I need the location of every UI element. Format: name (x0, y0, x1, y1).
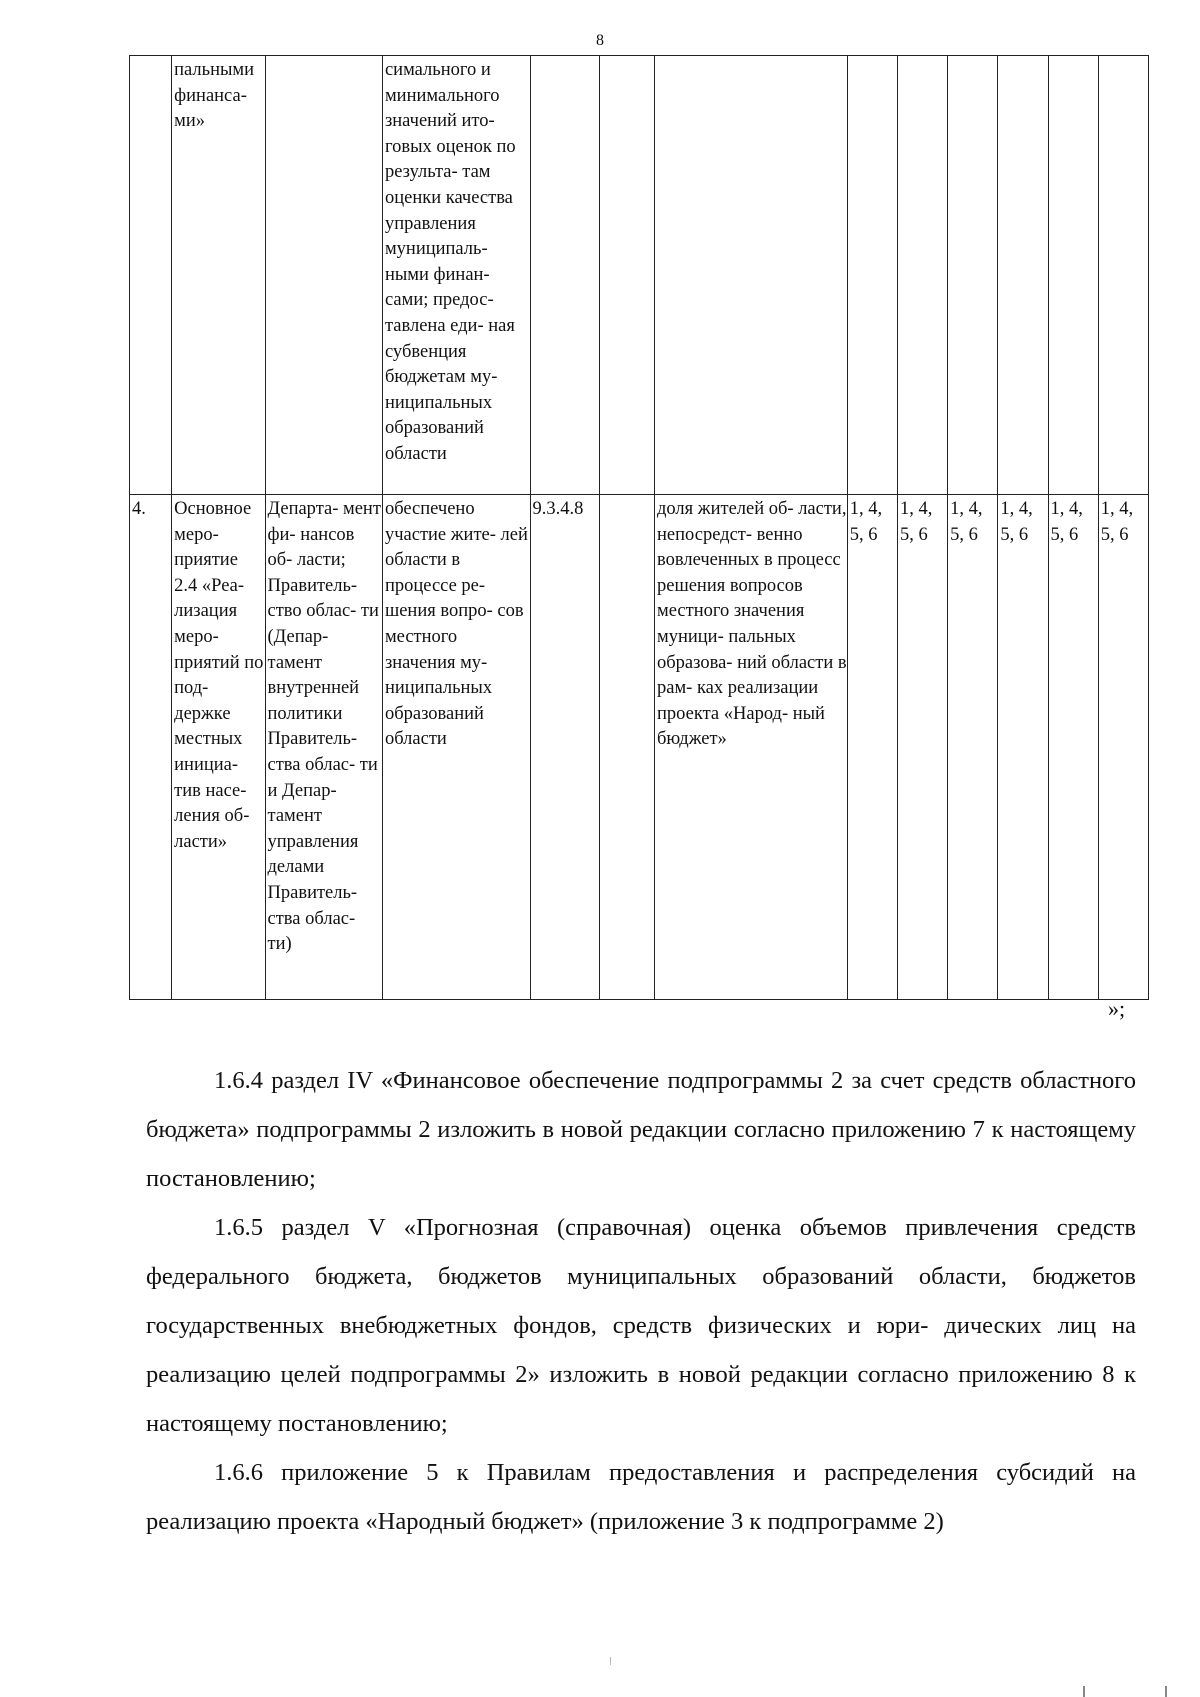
cell-responsible (265, 56, 382, 495)
cell-value (1098, 56, 1148, 495)
cell-name: пальными финанса- ми» (172, 56, 265, 495)
cell-value (948, 56, 998, 495)
paragraph-1-6-6 (146, 1448, 1136, 1546)
measures-table (129, 55, 1149, 1000)
cell-indicator (655, 56, 848, 495)
cell-value: 1, 4, 5, 6 (998, 495, 1048, 1000)
cell-value: 1, 4, 5, 6 (948, 495, 998, 1000)
cell-value (897, 56, 947, 495)
page-number: 8 (596, 32, 604, 49)
cell-blank (599, 56, 654, 495)
cell-value: 1, 4, 5, 6 (1098, 495, 1148, 1000)
cell-value: 1, 4, 5, 6 (847, 495, 897, 1000)
cell-value: 1, 4, 5, 6 (897, 495, 947, 1000)
scan-artifact (610, 1657, 611, 1665)
paragraph-1-6-5 (146, 1203, 1136, 1448)
cell-name: Основное меро- приятие 2.4 «Реа- лизация меро- приятий по под- держке местных инициа- тив насе- ления об- ласти» (172, 495, 265, 1000)
scan-artifact-edge (1083, 1686, 1167, 1697)
table-row-continuation (130, 56, 1149, 495)
paragraph-text: 1.6.6 приложение 5 к Правилам предоставления и распределения субсидий на реализацию проекта «Народный бюджет» (приложение 3 к подпрограмме 2) (146, 1459, 1136, 1535)
cell-value (1048, 56, 1098, 495)
cell-num (130, 56, 172, 495)
cell-responsible: Департа- мент фи- нансов об- ласти; Правитель- ство облас- ти (Депар- тамент внутренней политики Правитель- ства облас- ти и Депар- тамент управления делами Правитель- ства облас- ти) (265, 495, 382, 1000)
cell-value: 1, 4, 5, 6 (1048, 495, 1098, 1000)
table-row-4 (130, 495, 1149, 1000)
cell-value (847, 56, 897, 495)
cell-blank (599, 495, 654, 1000)
paragraph-1-6-4 (146, 1056, 1136, 1203)
cell-result: симального и минимального значений ито- говых оценок по результа- там оценки качества управления муниципаль- ными финан- сами; предос- тавлена еди- ная субвенция бюджетам му- ниципальных образований области (382, 56, 530, 495)
paragraph-text: 1.6.5 раздел V «Прогнозная (справочная) оценка объемов привлечения средств федерального бюджета, бюджетов муниципальных образований области, бюджетов государственных внебюджетных фондов, средств физических и юри- дических лиц на реализацию целей подпрограммы 2» изложить в новой редакции согласно приложению 8 к настоящему постановлению; (146, 1214, 1136, 1437)
closing-quote-mark: »; (1108, 996, 1126, 1021)
paragraph-text: 1.6.4 раздел IV «Финансовое обеспечение подпрограммы 2 за счет средств областного бюджета» подпрограммы 2 изложить в новой редакции согласно приложению 7 к настоящему постановлению; (146, 1067, 1136, 1192)
cell-result: обеспечено участие жите- лей области в процессе ре- шения вопро- сов местного значения му- ниципальных образований области (382, 495, 530, 1000)
cell-indicator: доля жителей об- ласти, непосредст- венно вовлеченных в процесс решения вопросов местного значения муници- пальных образова- ний области в рам- ках реализации проекта «Народ- ный бюджет» (655, 495, 848, 1000)
cell-num: 4. (130, 495, 172, 1000)
cell-value (998, 56, 1048, 495)
cell-code: 9.3.4.8 (530, 495, 599, 1000)
cell-code (530, 56, 599, 495)
